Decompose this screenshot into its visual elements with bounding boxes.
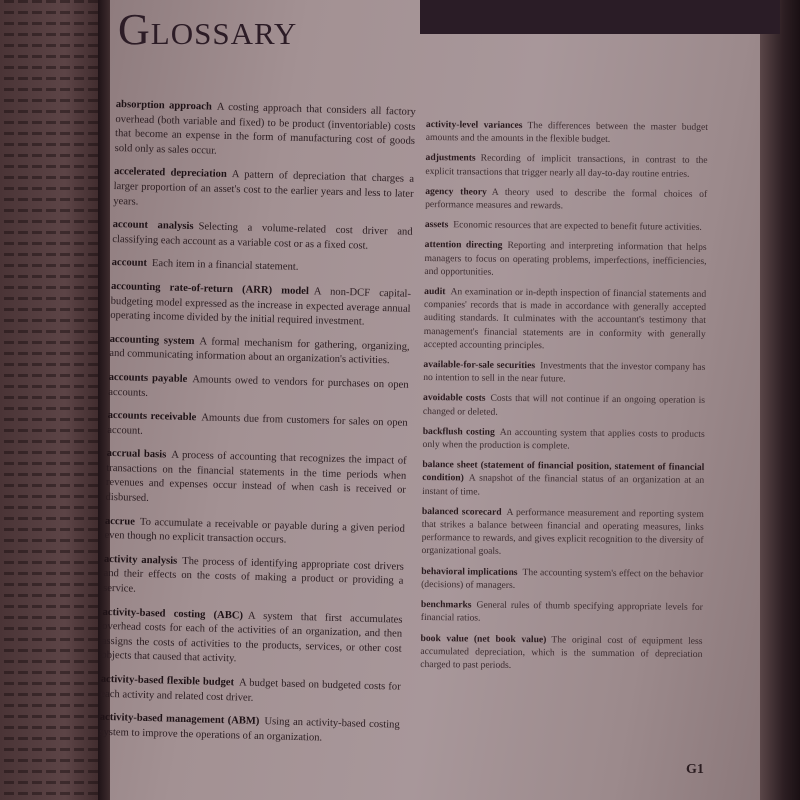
glossary-entry (426, 118, 708, 147)
glossary-term: behavioral implications (421, 565, 518, 578)
glossary-definition: A pattern of depreciation that charges a larger proportion of an asset's cost to the earlier years and less to later years. (113, 169, 415, 208)
glossary-term: balance sheet (statement of financial position, statement of financial condition) (422, 459, 705, 484)
glossary-definition: Amounts due from customers for sales on open account. (107, 412, 408, 437)
glossary-definition: A budget based on budgeted costs for each activity and related cost driver. (100, 677, 401, 704)
glossary-term: accounts receivable (107, 409, 197, 424)
glossary-term: absorption approach (115, 98, 212, 113)
glossary-definition: Using an activity-based costing system to improve the operations of an organization. (99, 716, 400, 744)
glossary-term: activity-based flexible budget (100, 673, 235, 689)
glossary-entry (112, 218, 413, 255)
glossary-entry (99, 711, 400, 748)
glossary-entry (101, 605, 402, 671)
glossary-term: agency theory (425, 185, 487, 198)
glossary-entry (422, 458, 704, 501)
glossary-entry (421, 565, 703, 594)
glossary-entry (421, 598, 703, 627)
glossary-definition: A costing approach that considers all factory overhead (both variable and fixed) to be product (inventoriable) costs that become an expense in the form of manufacturing cost of goods sold only as sales occur. (114, 101, 416, 157)
glossary-definition: Reporting and interpreting information that helps managers to focus on operating problems, imperfections, inefficiencies, and opportunities. (424, 240, 707, 278)
glossary-entry (424, 285, 707, 354)
glossary-definition: The differences between the master budget amounts and the amounts in the flexible budget. (425, 120, 708, 146)
glossary-term: accounts payable (108, 371, 188, 385)
glossary-definition: Each item in a financial statement. (151, 258, 299, 274)
glossary-entry (425, 185, 707, 214)
glossary-entry (111, 256, 411, 278)
glossary-term: accrue (104, 515, 136, 528)
glossary-definition: A formal mechanism for gathering, organizing, and communicating information about an organization's activities. (109, 335, 410, 367)
page-number: G1 (686, 762, 704, 777)
glossary-entry (114, 98, 415, 164)
glossary-term: activity analysis (103, 553, 178, 567)
glossary-definition: A process of accounting that recognizes the impact of transactions on the financial statements in the time periods when revenues and expenses occur instead of when cash is received or disbursed. (105, 449, 407, 505)
glossary-definition: A non-DCF capital-budgeting model expressed as the increase in expected average annual operating income divided by the initial required investment. (110, 286, 412, 328)
glossary-definition: Selecting a volume-related cost driver and classifying each account as a variable cost or as a fixed cost. (112, 221, 413, 252)
glossary-term: adjustments (425, 152, 476, 164)
glossary-definition: Economic resources that are expected to benefit future activities. (453, 219, 702, 234)
glossary-definition: A system that first accumulates overhead costs for each of the activities of an organization, and then assigns the costs of activities to the products, services, or other cost objects that caused that activity. (101, 610, 403, 665)
page-edge-shadow (760, 0, 800, 800)
glossary-term: activity-based costing (ABC) (102, 606, 244, 622)
glossary-column-left (99, 98, 416, 757)
glossary-entry (107, 409, 408, 446)
glossary-definition: An accounting system that applies costs to products only when the production is complete. (422, 426, 705, 452)
glossary-term: attention directing (424, 239, 503, 252)
glossary-term: available-for-sale securities (423, 359, 536, 372)
glossary-definition: General rules of thumb specifying appropriate levels for financial ratios. (420, 599, 703, 624)
glossary-term: activity-based management (ABM) (99, 711, 260, 728)
glossary-term: assets (424, 219, 449, 231)
glossary-entry (110, 280, 411, 332)
glossary-entry (100, 673, 401, 710)
glossary-entry (425, 151, 707, 180)
glossary-definition: The accounting system's effect on the behavior (decisions) of managers. (421, 566, 704, 591)
glossary-term: book value (net book value) (420, 632, 547, 645)
glossary-term: accounting rate-of-return (ARR) model (110, 280, 310, 298)
glossary-entry (421, 505, 704, 561)
glossary-definition: Recording of implicit transactions, in contrast to the explicit transactions that trigger nearly all day-to-day routine entries. (425, 152, 708, 180)
glossary-term: account (111, 257, 148, 270)
glossary-entry (425, 218, 707, 234)
glossary-column-right (420, 118, 708, 681)
glossary-entry (423, 425, 705, 454)
glossary-term: accelerated depreciation (113, 166, 227, 181)
glossary-term: benchmarks (420, 599, 472, 611)
glossary-definition: An examination or in-depth inspection of financial statements and companies' records that is made in accordance with generally accepted auditing standards. It culminates with the accountant's testimony that management's financial statements are in conformity with generally accepted accounting principles. (423, 286, 707, 352)
glossary-entry (423, 391, 705, 420)
glossary-entry (103, 553, 404, 605)
glossary-entry (109, 333, 410, 370)
glossary-definition: Amounts owed to vendors for purchases on open accounts. (108, 374, 409, 399)
header-band (420, 0, 780, 34)
glossary-definition: The original cost of equipment less accumulated depreciation, which is the summation of depreciation charged to past periods. (420, 633, 703, 671)
glossary-term: accrual basis (106, 448, 167, 461)
glossary-entry (113, 165, 414, 217)
glossary-term: avoidable costs (423, 392, 486, 405)
glossary-definition: The process of identifying appropriate cost drivers and their effects on the costs of making a product or providing a service. (103, 555, 404, 595)
glossary-entry (420, 631, 702, 674)
glossary-definition: Investments that the investor company has no intention to sell in the near future. (423, 360, 706, 385)
glossary-definition: A theory used to describe the formal choices of performance measures and rewards. (425, 186, 708, 212)
glossary-term: accounting system (109, 333, 195, 347)
glossary-term: backflush costing (422, 425, 495, 438)
glossary-definition: A snapshot of the financial status of an organization at an instant of time. (422, 472, 705, 498)
glossary-entry (424, 238, 706, 281)
facing-page (0, 0, 108, 800)
glossary-definition: Costs that will not continue if an ongoing operation is changed or deleted. (422, 393, 706, 418)
glossary-entry (105, 447, 406, 513)
glossary-term: audit (424, 286, 446, 298)
glossary-entry (108, 371, 409, 408)
glossary-entry (104, 515, 405, 552)
glossary-term: balanced scorecard (421, 505, 502, 518)
glossary-definition: To accumulate a receivable or payable during a given period even though no explicit transaction occurs. (104, 516, 405, 546)
glossary-term: account analysis (112, 219, 194, 233)
page-title: Glossary (118, 5, 298, 54)
glossary-definition: A performance measurement and reporting system that strikes a balance between financial and operating measures, links performance to rewards, and gives explicit recognition to the diversity of organizational goals. (421, 506, 704, 558)
glossary-entry (423, 358, 705, 387)
glossary-term: activity-level variances (425, 118, 523, 132)
